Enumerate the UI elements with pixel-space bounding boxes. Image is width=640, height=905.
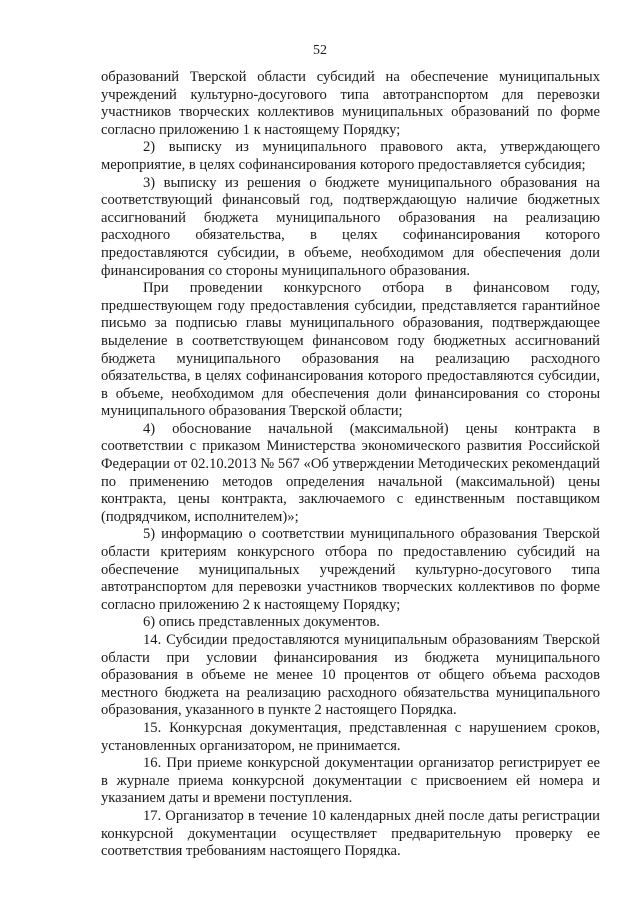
paragraph-item-4: 4) обоснование начальной (максимальной) цены контракта в соответствии с приказом Министерства экономического развития Российской Федерации от 02.10.2013 № 567 «Об утверждении Методических рекомендаций по применению методов определения начальной (максимальной) цены контракта, цены контракта, заключаемого с единственным поставщиком (подрядчиком, исполнителем)»; — [101, 420, 600, 525]
document-body — [101, 69, 600, 861]
paragraph-guarantee-letter: При проведении конкурсного отбора в финансовом году, предшествующем году предоставления субсидии, представляется гарантийное письмо за подписью главы муниципального образования, подтверждающее выделение в соответствующем финансовом году бюджетных ассигнований бюджета муниципального образования на реализацию расходного обязательства, в целях софинансирования которого предоставляются субсидии, в объеме, необходимом для обеспечения доли финансирования со стороны муниципального образования Тверской области; — [101, 280, 600, 420]
paragraph-clause-16: 16. При приеме конкурсной документации организатор регистрирует ее в журнале приема конкурсной документации с присвоением ей номера и указанием даты и времени поступления. — [101, 755, 600, 807]
paragraph-item-2: 2) выписку из муниципального правового акта, утверждающего мероприятие, в целях софинансирования которого предоставляется субсидия; — [101, 139, 600, 173]
paragraph-clause-15: 15. Конкурсная документация, представленная с нарушением сроков, установленных организатором, не принимается. — [101, 719, 600, 754]
paragraph-continuation: образований Тверской области субсидий на обеспечение муниципальных учреждений культурно-досугового типа автотранспортом для перевозки участников творческих коллективов муниципальных образований по форме согласно приложению 1 к настоящему Порядку; — [101, 69, 600, 138]
paragraph-item-5: 5) информацию о соответствии муниципального образования Тверской области критериям конкурсного отбора по предоставлению субсидий на обеспечение муниципальных учреждений культурно-досугового типа автотранспортом для перевозки участников творческих коллективов по форме согласно приложению 2 к настоящему Порядку; — [101, 526, 600, 613]
paragraph-item-3: 3) выписку из решения о бюджете муниципального образования на соответствующий финансовый год, подтверждающую наличие бюджетных ассигнований бюджета муниципального образования на реализацию расходного обязательства, в целях софинансирования которого предоставляются субсидии, в объеме, необходимом для обеспечения доли финансирования со стороны муниципального образования. — [101, 174, 600, 279]
paragraph-item-6: 6) опись представленных документов. — [143, 614, 380, 631]
paragraph-clause-17: 17. Организатор в течение 10 календарных дней после даты регистрации конкурсной документации осуществляет предварительную проверку ее соответствия требованиям настоящего Порядка. — [101, 807, 600, 860]
page-number: 52 — [313, 43, 327, 58]
paragraph-clause-14: 14. Субсидии предоставляются муниципальным образованиям Тверской области при условии финансирования из бюджета муниципального образования в объеме не менее 10 процентов от общего объема расходов местного бюджета на реализацию расходного обязательства муниципального образования, указанного в пункте 2 настоящего Порядка. — [101, 632, 600, 719]
